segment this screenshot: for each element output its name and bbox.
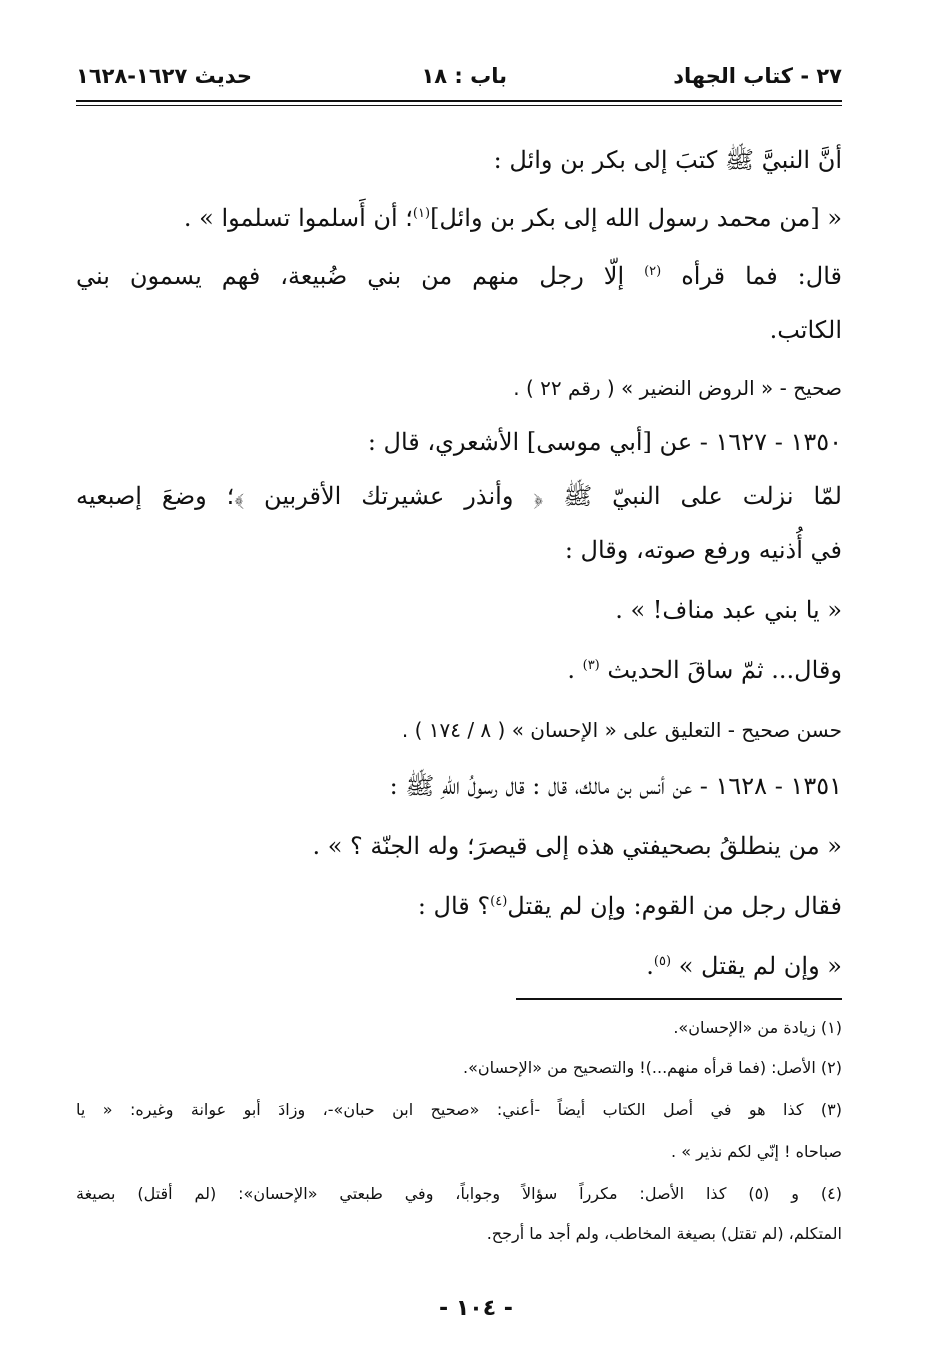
footnote: (١) زيادة من «الإحسان». [673, 1018, 842, 1037]
header-rule-thin [76, 105, 842, 106]
text-line: وقال... ثمّ ساقَ الحديث $^{(٣)}$ . [567, 656, 842, 684]
text-line: « [من محمد رسول الله إلى بكر بن وائل]$^{(١)}$؛ أن أَسلموا تسلموا » . [183, 204, 842, 232]
text-line: في أُذنيه ورفع صوته، وقال : [564, 536, 842, 564]
text-line: أنَّ النبيَّ ﷺ كتبَ إلى بكر بن وائل : [493, 146, 842, 174]
footnote-ref: (٤) [490, 894, 508, 909]
footnote-ref: (٢) [644, 264, 662, 279]
footnote-ref: (٣) [582, 658, 600, 673]
footnote: (٤) و (٥) كذا الأصل: مكرراً سؤالاً وجواباً، وفي طبعتي «الإحسان»: (لم أقتل) بصيغة [76, 1184, 842, 1203]
text-line: « يا بني عبد مناف! » . [615, 596, 842, 624]
grading-line: صحيح - « الروض النضير » ( رقم ٢٢ ) . [513, 376, 842, 400]
footnote-ref: (١) [412, 206, 431, 221]
page-number: - ١٠٤ - [439, 1296, 513, 1321]
header-chapter: باب : ١٨ [421, 64, 507, 88]
text-line: لمّا نزلت على النبيّ ﷺ ﴿ وأنذر عشيرتك الأقربين ﴾؛ وضعَ إصبعيه [76, 482, 842, 510]
header-hadith-range: حديث ١٦٢٧-١٦٢٨ [76, 64, 252, 88]
footnote: (٣) كذا هو في أصل الكتاب أيضاً -أعني: «صحيح ابن حبان»-، وزادَ أبو عوانة وغيره: « يا [76, 1100, 842, 1119]
text-line: الكاتب. [769, 316, 842, 344]
footnote-continued: المتكلم، (لم تقتل) بصيغة المخاطب، ولم أجد ما أرجح. [486, 1224, 842, 1243]
running-header [76, 64, 842, 98]
text-line: « وإن لم يقتل » $^{(٥)}$. [646, 952, 842, 980]
hadith-number-line: ١٣٥٠ - ١٦٢٧ - عن [أبي موسى] الأشعري، قال : [367, 428, 842, 456]
hadith-number-line: ١٣٥١ - ١٦٢٨ - عن أنس بن مالك، قال : قال رسولُ اللهِ ﷺ : [389, 772, 842, 800]
header-book-title: ٢٧ - كتاب الجهاد [673, 64, 842, 88]
text-line: قال: فما قرأه $^{(٢)}$ إلّا رجل منهم من بني ضُبيعة، فهم يسمون بني [76, 262, 842, 290]
footnote-ref: (٥) [653, 954, 672, 969]
text-line: فقال رجل من القوم: وإن لم يقتل$^{(٤)}$؟ قال : [417, 892, 842, 920]
footnote-continued: صباحاه ! إنّي لكم نذير » . [671, 1142, 842, 1161]
text-line: « من ينطلقُ بصحيفتي هذه إلى قيصرَ؛ وله الجنّة ؟ » . [312, 832, 842, 860]
grading-line: حسن صحيح - التعليق على « الإحسان » ( ٨ / ١٧٤ ) . [401, 718, 842, 742]
footnote: (٢) الأصل: (فما قرأه منهم...)! والتصحيح من «الإحسان». [462, 1058, 842, 1077]
header-rule-thick [76, 100, 842, 102]
footnote-separator [516, 998, 842, 1000]
